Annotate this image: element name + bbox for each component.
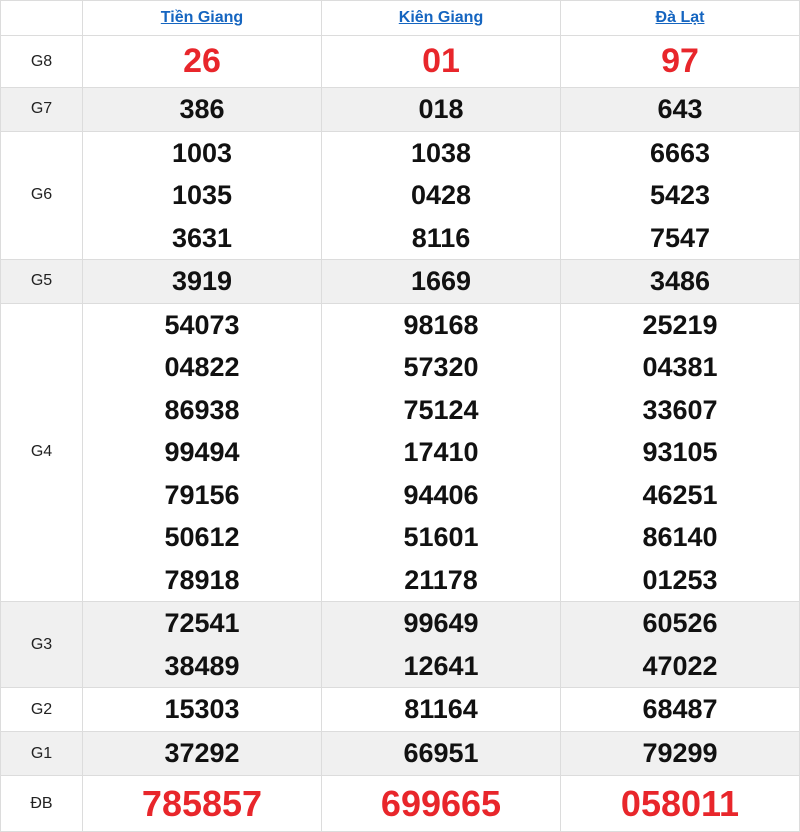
prize-number: 46251 xyxy=(642,479,718,510)
prize-number: 643 xyxy=(657,94,703,124)
prize-number: 1669 xyxy=(410,266,472,296)
prize-cell xyxy=(561,776,800,832)
prize-row-g5 xyxy=(1,260,800,304)
prize-label: G5 xyxy=(1,260,83,304)
prize-cell xyxy=(83,88,322,132)
prize-cell xyxy=(561,88,800,132)
prize-number: 17410 xyxy=(403,437,479,467)
prize-number: 3919 xyxy=(171,266,233,296)
prize-number: 72541 xyxy=(164,608,240,638)
prize-cell xyxy=(83,303,322,602)
prize-number: 75124 xyxy=(403,394,479,425)
prize-number: 386 xyxy=(179,94,225,124)
province-header-kien-giang xyxy=(322,1,561,36)
prize-number: 99494 xyxy=(164,437,240,467)
header-corner xyxy=(1,1,83,36)
prize-row-g6 xyxy=(1,131,800,260)
prize-label: G1 xyxy=(1,732,83,776)
prize-row-g8 xyxy=(1,36,800,88)
prize-number: 12641 xyxy=(403,650,479,681)
prize-number: 79299 xyxy=(642,738,718,769)
prize-cell xyxy=(83,131,322,260)
prize-cell xyxy=(83,602,322,688)
prize-number: 79156 xyxy=(164,479,240,510)
province-link-tien-giang[interactable]: Tiền Giang xyxy=(160,9,244,26)
prize-number: 3486 xyxy=(649,266,711,296)
prize-label: G8 xyxy=(1,36,83,88)
prize-cell xyxy=(561,131,800,260)
prize-cell xyxy=(83,776,322,832)
prize-number: 60526 xyxy=(642,608,718,638)
province-header-tien-giang xyxy=(83,1,322,36)
header-row xyxy=(1,1,800,36)
prize-cell xyxy=(322,88,561,132)
prize-row-g3 xyxy=(1,602,800,688)
prize-number: 47022 xyxy=(642,650,718,681)
prize-number: 98168 xyxy=(403,309,479,340)
prize-row-g7 xyxy=(1,88,800,132)
prize-row-db xyxy=(1,776,800,832)
province-link-da-lat[interactable]: Đà Lạt xyxy=(655,9,705,26)
prize-number: 1003 xyxy=(171,137,233,168)
prize-number: 26 xyxy=(183,42,221,80)
prize-row-g2 xyxy=(1,688,800,732)
province-header-da-lat xyxy=(561,1,800,36)
prize-number: 81164 xyxy=(404,694,478,725)
prize-cell xyxy=(322,602,561,688)
prize-number: 99649 xyxy=(403,608,479,638)
prize-cell xyxy=(322,303,561,602)
prize-cell xyxy=(83,688,322,732)
prize-number: 785857 xyxy=(141,783,263,824)
prize-number: 058011 xyxy=(620,783,740,824)
prize-number: 57320 xyxy=(403,352,479,382)
prize-cell xyxy=(561,36,800,88)
prize-number: 86140 xyxy=(642,522,718,552)
prize-number: 01 xyxy=(422,42,460,80)
prize-number: 5423 xyxy=(649,180,711,210)
prize-number: 54073 xyxy=(164,309,240,340)
prize-number: 33607 xyxy=(642,394,718,425)
prize-number: 01253 xyxy=(642,564,718,595)
prize-cell xyxy=(83,260,322,304)
prize-cell xyxy=(83,36,322,88)
prize-cell xyxy=(322,131,561,260)
prize-label: G4 xyxy=(1,303,83,602)
prize-cell xyxy=(83,732,322,776)
prize-label: G3 xyxy=(1,602,83,688)
prize-number: 25219 xyxy=(642,309,718,340)
prize-number: 93105 xyxy=(642,437,718,467)
prize-number: 97 xyxy=(661,42,699,80)
prize-number: 86938 xyxy=(164,394,240,425)
prize-cell xyxy=(561,602,800,688)
prize-number: 15303 xyxy=(164,694,240,725)
prize-number: 04822 xyxy=(164,352,240,382)
prize-cell xyxy=(322,260,561,304)
prize-number: 50612 xyxy=(164,522,240,552)
prize-label: G7 xyxy=(1,88,83,132)
prize-number: 66951 xyxy=(403,738,479,769)
prize-number: 38489 xyxy=(164,650,240,681)
prize-number: 21178 xyxy=(404,564,478,595)
prize-number: 68487 xyxy=(642,694,718,725)
prize-number: 04381 xyxy=(642,352,718,382)
prize-cell xyxy=(561,303,800,602)
prize-number: 018 xyxy=(418,94,464,124)
prize-number: 6663 xyxy=(649,137,711,168)
prize-number: 78918 xyxy=(164,564,240,595)
prize-number: 51601 xyxy=(403,522,479,552)
prize-number: 8116 xyxy=(411,222,471,253)
prize-cell xyxy=(322,688,561,732)
prize-number: 0428 xyxy=(410,180,472,210)
prize-cell xyxy=(561,260,800,304)
prize-number: 94406 xyxy=(403,479,479,510)
prize-number: 7547 xyxy=(649,222,711,253)
prize-cell xyxy=(561,688,800,732)
prize-label: G6 xyxy=(1,131,83,260)
prize-cell xyxy=(322,732,561,776)
prize-cell xyxy=(561,732,800,776)
prize-label: ĐB xyxy=(1,776,83,832)
prize-number: 37292 xyxy=(164,738,240,769)
prize-number: 3631 xyxy=(171,222,233,253)
prize-number: 699665 xyxy=(380,783,502,824)
prize-number: 1035 xyxy=(171,180,233,210)
prize-cell xyxy=(322,36,561,88)
prize-row-g1 xyxy=(1,732,800,776)
province-link-kien-giang[interactable]: Kiên Giang xyxy=(398,9,484,26)
prize-cell xyxy=(322,776,561,832)
prize-row-g4 xyxy=(1,303,800,602)
prize-number: 1038 xyxy=(410,137,472,168)
prize-label: G2 xyxy=(1,688,83,732)
